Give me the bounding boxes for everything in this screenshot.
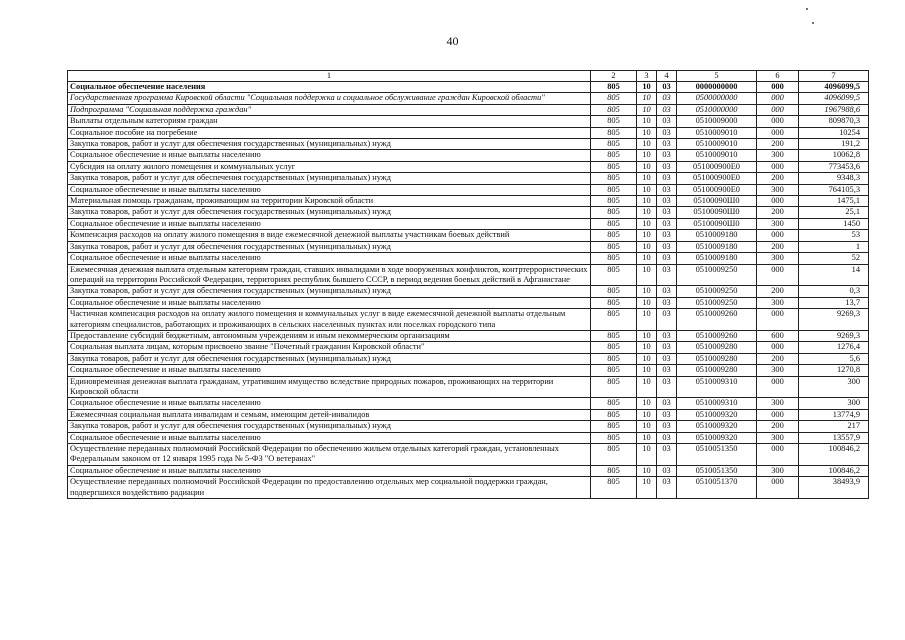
cell-name: Закупка товаров, работ и услуг для обеспечения государственных (муниципальных) нужд bbox=[68, 353, 591, 364]
cell-target-article: 0500000000 bbox=[677, 93, 757, 104]
cell-subsection: 03 bbox=[657, 264, 677, 286]
cell-name: Предоставление субсидий бюджетным, автономным учреждениям и иным некоммерческим организациям bbox=[68, 330, 591, 341]
table-row bbox=[68, 398, 869, 409]
header-cell-expense-type: 6 bbox=[757, 71, 799, 82]
cell-expense-type: 000 bbox=[757, 93, 799, 104]
cell-admin-code: 805 bbox=[591, 342, 637, 353]
cell-name: Социальное обеспечение населения bbox=[68, 82, 591, 93]
cell-amount: 100846,2 bbox=[799, 444, 869, 466]
cell-name: Закупка товаров, работ и услуг для обеспечения государственных (муниципальных) нужд bbox=[68, 207, 591, 218]
cell-subsection: 03 bbox=[657, 218, 677, 229]
cell-target-article: 0510009180 bbox=[677, 253, 757, 264]
cell-subsection: 03 bbox=[657, 342, 677, 353]
cell-section: 10 bbox=[637, 477, 657, 499]
cell-expense-type: 200 bbox=[757, 421, 799, 432]
cell-subsection: 03 bbox=[657, 365, 677, 376]
cell-admin-code: 805 bbox=[591, 116, 637, 127]
cell-subsection: 03 bbox=[657, 376, 677, 398]
cell-name: Закупка товаров, работ и услуг для обеспечения государственных (муниципальных) нужд bbox=[68, 241, 591, 252]
cell-expense-type: 000 bbox=[757, 230, 799, 241]
cell-name: Материальная помощь гражданам, проживающим на территории Кировской области bbox=[68, 196, 591, 207]
cell-section: 10 bbox=[637, 444, 657, 466]
cell-target-article: 0510051350 bbox=[677, 444, 757, 466]
cell-subsection: 03 bbox=[657, 161, 677, 172]
cell-admin-code: 805 bbox=[591, 444, 637, 466]
table-row bbox=[68, 330, 869, 341]
cell-amount: 13557,9 bbox=[799, 432, 869, 443]
cell-name: Закупка товаров, работ и услуг для обеспечения государственных (муниципальных) нужд bbox=[68, 421, 591, 432]
cell-section: 10 bbox=[637, 264, 657, 286]
cell-amount: 1 bbox=[799, 241, 869, 252]
table-row bbox=[68, 161, 869, 172]
cell-target-article: 0510009250 bbox=[677, 286, 757, 297]
cell-section: 10 bbox=[637, 309, 657, 331]
table-row bbox=[68, 127, 869, 138]
cell-expense-type: 300 bbox=[757, 398, 799, 409]
cell-target-article: 0510009320 bbox=[677, 421, 757, 432]
cell-target-article: 0510009310 bbox=[677, 398, 757, 409]
cell-amount: 1270,8 bbox=[799, 365, 869, 376]
table-row bbox=[68, 376, 869, 398]
cell-expense-type: 300 bbox=[757, 465, 799, 476]
table-row bbox=[68, 353, 869, 364]
cell-amount: 773453,6 bbox=[799, 161, 869, 172]
cell-section: 10 bbox=[637, 342, 657, 353]
table-row bbox=[68, 264, 869, 286]
cell-expense-type: 600 bbox=[757, 330, 799, 341]
cell-target-article: 05100090Ш0 bbox=[677, 196, 757, 207]
cell-expense-type: 300 bbox=[757, 184, 799, 195]
cell-section: 10 bbox=[637, 196, 657, 207]
cell-expense-type: 000 bbox=[757, 376, 799, 398]
cell-target-article: 0510009310 bbox=[677, 376, 757, 398]
table-row bbox=[68, 184, 869, 195]
cell-section: 10 bbox=[637, 116, 657, 127]
cell-admin-code: 805 bbox=[591, 139, 637, 150]
cell-target-article: 051000900Е0 bbox=[677, 161, 757, 172]
cell-admin-code: 805 bbox=[591, 207, 637, 218]
cell-name: Социальная выплата лицам, которым присвоено звание "Почетный гражданин Кировской области" bbox=[68, 342, 591, 353]
cell-expense-type: 000 bbox=[757, 264, 799, 286]
cell-name: Социальное обеспечение и иные выплаты населению bbox=[68, 465, 591, 476]
cell-expense-type: 300 bbox=[757, 432, 799, 443]
cell-target-article: 0000000000 bbox=[677, 82, 757, 93]
cell-expense-type: 200 bbox=[757, 353, 799, 364]
cell-target-article: 05100090Ш0 bbox=[677, 218, 757, 229]
table-row bbox=[68, 196, 869, 207]
cell-admin-code: 805 bbox=[591, 477, 637, 499]
cell-subsection: 03 bbox=[657, 330, 677, 341]
cell-amount: 100846,2 bbox=[799, 465, 869, 476]
table-row bbox=[68, 465, 869, 476]
cell-section: 10 bbox=[637, 286, 657, 297]
cell-admin-code: 805 bbox=[591, 365, 637, 376]
cell-subsection: 03 bbox=[657, 297, 677, 308]
cell-expense-type: 200 bbox=[757, 139, 799, 150]
cell-section: 10 bbox=[637, 365, 657, 376]
cell-name: Ежемесячная социальная выплата инвалидам и семьям, имеющим детей-инвалидов bbox=[68, 409, 591, 420]
cell-amount: 5,6 bbox=[799, 353, 869, 364]
cell-name: Социальное обеспечение и иные выплаты населению bbox=[68, 398, 591, 409]
cell-subsection: 03 bbox=[657, 253, 677, 264]
cell-admin-code: 805 bbox=[591, 409, 637, 420]
cell-expense-type: 300 bbox=[757, 253, 799, 264]
cell-admin-code: 805 bbox=[591, 104, 637, 115]
cell-section: 10 bbox=[637, 104, 657, 115]
cell-amount: 191,2 bbox=[799, 139, 869, 150]
cell-subsection: 03 bbox=[657, 286, 677, 297]
cell-amount: 300 bbox=[799, 398, 869, 409]
table-row bbox=[68, 150, 869, 161]
cell-name: Социальное обеспечение и иные выплаты населению bbox=[68, 184, 591, 195]
table-row bbox=[68, 409, 869, 420]
cell-admin-code: 805 bbox=[591, 398, 637, 409]
table-row bbox=[68, 253, 869, 264]
cell-expense-type: 000 bbox=[757, 104, 799, 115]
cell-section: 10 bbox=[637, 353, 657, 364]
cell-section: 10 bbox=[637, 150, 657, 161]
budget-table bbox=[67, 70, 869, 499]
cell-admin-code: 805 bbox=[591, 196, 637, 207]
cell-admin-code: 805 bbox=[591, 421, 637, 432]
table-row bbox=[68, 139, 869, 150]
cell-admin-code: 805 bbox=[591, 376, 637, 398]
cell-amount: 9269,3 bbox=[799, 309, 869, 331]
header-cell-name: 1 bbox=[68, 71, 591, 82]
cell-name: Частичная компенсация расходов на оплату жилого помещения и коммунальных услуг в виде ежемесячной денежной выплаты отдельным категориям специалистов, работающих и проживающих в сельских населенных пунктах или поселках городского типа bbox=[68, 309, 591, 331]
cell-subsection: 03 bbox=[657, 93, 677, 104]
cell-amount: 300 bbox=[799, 376, 869, 398]
cell-expense-type: 000 bbox=[757, 161, 799, 172]
cell-section: 10 bbox=[637, 218, 657, 229]
cell-admin-code: 805 bbox=[591, 309, 637, 331]
cell-amount: 1450 bbox=[799, 218, 869, 229]
header-cell-subsection: 4 bbox=[657, 71, 677, 82]
cell-target-article: 0510009000 bbox=[677, 116, 757, 127]
cell-subsection: 03 bbox=[657, 150, 677, 161]
cell-section: 10 bbox=[637, 465, 657, 476]
table-row bbox=[68, 444, 869, 466]
cell-name: Социальное обеспечение и иные выплаты населению bbox=[68, 218, 591, 229]
cell-admin-code: 805 bbox=[591, 82, 637, 93]
cell-target-article: 05100090Ш0 bbox=[677, 207, 757, 218]
cell-amount: 1276,4 bbox=[799, 342, 869, 353]
cell-expense-type: 300 bbox=[757, 297, 799, 308]
cell-amount: 10254 bbox=[799, 127, 869, 138]
cell-amount: 1967988,6 bbox=[799, 104, 869, 115]
cell-subsection: 03 bbox=[657, 465, 677, 476]
cell-name: Закупка товаров, работ и услуг для обеспечения государственных (муниципальных) нужд bbox=[68, 286, 591, 297]
cell-subsection: 03 bbox=[657, 139, 677, 150]
table-row bbox=[68, 342, 869, 353]
cell-subsection: 03 bbox=[657, 230, 677, 241]
cell-name: Социальное пособие на погребение bbox=[68, 127, 591, 138]
cell-section: 10 bbox=[637, 376, 657, 398]
cell-amount: 25,1 bbox=[799, 207, 869, 218]
cell-name: Подпрограмма "Социальная поддержка граждан" bbox=[68, 104, 591, 115]
cell-admin-code: 805 bbox=[591, 230, 637, 241]
cell-name: Социальное обеспечение и иные выплаты населению bbox=[68, 365, 591, 376]
cell-admin-code: 805 bbox=[591, 173, 637, 184]
cell-section: 10 bbox=[637, 139, 657, 150]
cell-admin-code: 805 bbox=[591, 150, 637, 161]
header-cell-section: 3 bbox=[637, 71, 657, 82]
cell-expense-type: 000 bbox=[757, 82, 799, 93]
cell-subsection: 03 bbox=[657, 127, 677, 138]
cell-amount: 764105,3 bbox=[799, 184, 869, 195]
cell-target-article: 0510009180 bbox=[677, 241, 757, 252]
cell-admin-code: 805 bbox=[591, 432, 637, 443]
cell-admin-code: 805 bbox=[591, 353, 637, 364]
cell-expense-type: 200 bbox=[757, 241, 799, 252]
cell-amount: 4096099,5 bbox=[799, 82, 869, 93]
header-cell-target-article: 5 bbox=[677, 71, 757, 82]
cell-subsection: 03 bbox=[657, 104, 677, 115]
cell-name: Социальное обеспечение и иные выплаты населению bbox=[68, 432, 591, 443]
cell-subsection: 03 bbox=[657, 241, 677, 252]
cell-target-article: 051000900Е0 bbox=[677, 173, 757, 184]
cell-target-article: 0510009320 bbox=[677, 432, 757, 443]
cell-name: Закупка товаров, работ и услуг для обеспечения государственных (муниципальных) нужд bbox=[68, 173, 591, 184]
cell-amount: 217 bbox=[799, 421, 869, 432]
cell-amount: 13,7 bbox=[799, 297, 869, 308]
cell-expense-type: 200 bbox=[757, 207, 799, 218]
scan-speck bbox=[806, 8, 808, 10]
table-row bbox=[68, 104, 869, 115]
cell-expense-type: 000 bbox=[757, 127, 799, 138]
cell-name: Государственная программа Кировской области "Социальная поддержка и социальное обслуживание граждан Кировской области" bbox=[68, 93, 591, 104]
cell-amount: 14 bbox=[799, 264, 869, 286]
cell-subsection: 03 bbox=[657, 432, 677, 443]
cell-amount: 4096099,5 bbox=[799, 93, 869, 104]
table-row bbox=[68, 82, 869, 93]
cell-expense-type: 000 bbox=[757, 444, 799, 466]
cell-section: 10 bbox=[637, 230, 657, 241]
cell-section: 10 bbox=[637, 398, 657, 409]
cell-section: 10 bbox=[637, 207, 657, 218]
table-row bbox=[68, 477, 869, 499]
cell-subsection: 03 bbox=[657, 477, 677, 499]
table-row bbox=[68, 241, 869, 252]
cell-section: 10 bbox=[637, 330, 657, 341]
table-row bbox=[68, 297, 869, 308]
cell-section: 10 bbox=[637, 409, 657, 420]
cell-admin-code: 805 bbox=[591, 253, 637, 264]
cell-name: Социальное обеспечение и иные выплаты населению bbox=[68, 253, 591, 264]
cell-name: Компенсация расходов на оплату жилого помещения в виде ежемесячной денежной выплаты участникам боевых действий bbox=[68, 230, 591, 241]
cell-target-article: 0510009280 bbox=[677, 353, 757, 364]
cell-section: 10 bbox=[637, 127, 657, 138]
page-number: 40 bbox=[446, 34, 459, 48]
table-header-row bbox=[68, 71, 869, 82]
cell-name: Социальное обеспечение и иные выплаты населению bbox=[68, 150, 591, 161]
cell-subsection: 03 bbox=[657, 353, 677, 364]
cell-target-article: 0510009280 bbox=[677, 342, 757, 353]
cell-section: 10 bbox=[637, 297, 657, 308]
cell-name: Ежемесячная денежная выплата отдельным категориям граждан, ставших инвалидами в ходе вооруженных конфликтов, контртеррористических операций на территории Российской Федерации, территориях республик бывшего СССР, в период ведения боевых действий в Афганистане bbox=[68, 264, 591, 286]
cell-section: 10 bbox=[637, 93, 657, 104]
cell-name: Субсидия на оплату жилого помещения и коммунальных услуг bbox=[68, 161, 591, 172]
cell-subsection: 03 bbox=[657, 82, 677, 93]
cell-name: Единовременная денежная выплата гражданам, утратившим имущество вследствие природных пожаров, проживающих на территории Кировской области bbox=[68, 376, 591, 398]
cell-section: 10 bbox=[637, 82, 657, 93]
cell-expense-type: 300 bbox=[757, 365, 799, 376]
cell-subsection: 03 bbox=[657, 421, 677, 432]
scan-speck bbox=[812, 22, 814, 24]
cell-section: 10 bbox=[637, 421, 657, 432]
cell-name: Социальное обеспечение и иные выплаты населению bbox=[68, 297, 591, 308]
cell-target-article: 0510009280 bbox=[677, 365, 757, 376]
cell-name: Осуществление переданных полномочий Российской Федерации по обеспечению жильем отдельных категорий граждан, установленных Федеральным законом от 12 января 1995 года № 5-ФЗ "О ветеранах" bbox=[68, 444, 591, 466]
header-cell-amount: 7 bbox=[799, 71, 869, 82]
cell-subsection: 03 bbox=[657, 309, 677, 331]
table-row bbox=[68, 421, 869, 432]
cell-admin-code: 805 bbox=[591, 286, 637, 297]
cell-name: Закупка товаров, работ и услуг для обеспечения государственных (муниципальных) нужд bbox=[68, 139, 591, 150]
table-row bbox=[68, 309, 869, 331]
cell-amount: 9348,3 bbox=[799, 173, 869, 184]
cell-target-article: 0510009010 bbox=[677, 127, 757, 138]
cell-amount: 13774,9 bbox=[799, 409, 869, 420]
cell-target-article: 051000900Е0 bbox=[677, 184, 757, 195]
cell-amount: 809870,3 bbox=[799, 116, 869, 127]
cell-target-article: 0510009260 bbox=[677, 330, 757, 341]
cell-expense-type: 000 bbox=[757, 342, 799, 353]
table-row bbox=[68, 207, 869, 218]
cell-amount: 9269,3 bbox=[799, 330, 869, 341]
cell-expense-type: 000 bbox=[757, 196, 799, 207]
cell-subsection: 03 bbox=[657, 207, 677, 218]
cell-subsection: 03 bbox=[657, 116, 677, 127]
cell-expense-type: 200 bbox=[757, 286, 799, 297]
cell-admin-code: 805 bbox=[591, 127, 637, 138]
table-row bbox=[68, 116, 869, 127]
cell-target-article: 0510009260 bbox=[677, 309, 757, 331]
cell-expense-type: 300 bbox=[757, 150, 799, 161]
cell-target-article: 0510051350 bbox=[677, 465, 757, 476]
cell-expense-type: 000 bbox=[757, 477, 799, 499]
cell-admin-code: 805 bbox=[591, 465, 637, 476]
table-row bbox=[68, 286, 869, 297]
table-row bbox=[68, 432, 869, 443]
cell-target-article: 0510009250 bbox=[677, 297, 757, 308]
table-row bbox=[68, 365, 869, 376]
cell-section: 10 bbox=[637, 241, 657, 252]
cell-amount: 53 bbox=[799, 230, 869, 241]
cell-admin-code: 805 bbox=[591, 241, 637, 252]
table-row bbox=[68, 218, 869, 229]
cell-subsection: 03 bbox=[657, 184, 677, 195]
cell-admin-code: 805 bbox=[591, 264, 637, 286]
cell-subsection: 03 bbox=[657, 444, 677, 466]
cell-section: 10 bbox=[637, 253, 657, 264]
cell-admin-code: 805 bbox=[591, 93, 637, 104]
cell-target-article: 0510009010 bbox=[677, 150, 757, 161]
cell-target-article: 0510009010 bbox=[677, 139, 757, 150]
cell-amount: 38493,9 bbox=[799, 477, 869, 499]
cell-admin-code: 805 bbox=[591, 161, 637, 172]
cell-expense-type: 200 bbox=[757, 173, 799, 184]
cell-section: 10 bbox=[637, 161, 657, 172]
cell-amount: 10062,8 bbox=[799, 150, 869, 161]
cell-expense-type: 000 bbox=[757, 309, 799, 331]
cell-amount: 1475,1 bbox=[799, 196, 869, 207]
header-cell-admin-code: 2 bbox=[591, 71, 637, 82]
cell-admin-code: 805 bbox=[591, 184, 637, 195]
cell-target-article: 0510009320 bbox=[677, 409, 757, 420]
cell-subsection: 03 bbox=[657, 409, 677, 420]
cell-target-article: 0510000000 bbox=[677, 104, 757, 115]
cell-section: 10 bbox=[637, 173, 657, 184]
table-row bbox=[68, 173, 869, 184]
cell-expense-type: 300 bbox=[757, 218, 799, 229]
cell-admin-code: 805 bbox=[591, 218, 637, 229]
cell-target-article: 0510009250 bbox=[677, 264, 757, 286]
cell-name: Осуществление переданных полномочий Российской Федерации по предоставлению отдельных мер социальной поддержки граждан, подвергшихся воздействию радиации bbox=[68, 477, 591, 499]
cell-amount: 52 bbox=[799, 253, 869, 264]
cell-expense-type: 000 bbox=[757, 116, 799, 127]
table-row bbox=[68, 93, 869, 104]
cell-amount: 0,3 bbox=[799, 286, 869, 297]
cell-target-article: 0510009180 bbox=[677, 230, 757, 241]
cell-subsection: 03 bbox=[657, 173, 677, 184]
cell-subsection: 03 bbox=[657, 196, 677, 207]
cell-name: Выплаты отдельным категориям граждан bbox=[68, 116, 591, 127]
cell-admin-code: 805 bbox=[591, 297, 637, 308]
cell-section: 10 bbox=[637, 432, 657, 443]
cell-section: 10 bbox=[637, 184, 657, 195]
cell-target-article: 0510051370 bbox=[677, 477, 757, 499]
cell-admin-code: 805 bbox=[591, 330, 637, 341]
cell-expense-type: 000 bbox=[757, 409, 799, 420]
table-row bbox=[68, 230, 869, 241]
cell-subsection: 03 bbox=[657, 398, 677, 409]
